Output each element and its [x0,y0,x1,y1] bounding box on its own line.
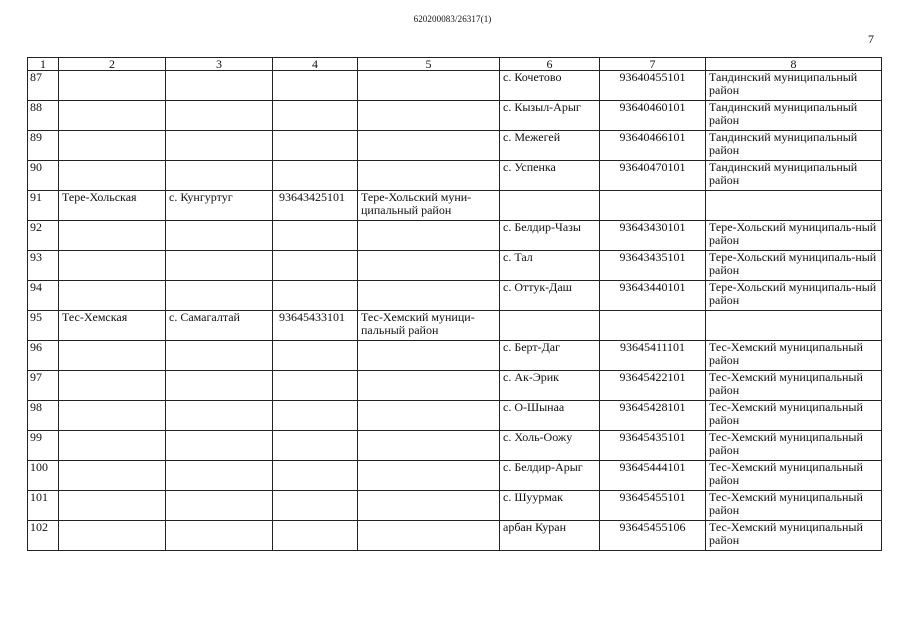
district-cell [358,341,500,371]
settlement-code-cell [600,191,706,221]
oktmo-code-cell [273,371,358,401]
center-cell [166,101,273,131]
oktmo-code-cell [273,521,358,551]
center-cell [166,461,273,491]
center-cell [166,431,273,461]
settlement-cell: с. Ак-Эрик [500,371,600,401]
settlement-cell: с. Шуурмак [500,491,600,521]
column-header: 3 [166,58,273,71]
district-cell [358,521,500,551]
region-cell [59,161,166,191]
municipality-cell: Тандинский муниципальный район [706,131,882,161]
row-number-cell: 88 [28,101,59,131]
column-header: 2 [59,58,166,71]
region-cell [59,521,166,551]
region-cell [59,341,166,371]
row-number-cell: 87 [28,71,59,101]
row-number-cell: 94 [28,281,59,311]
oktmo-code-cell [273,161,358,191]
center-cell [166,491,273,521]
center-cell [166,251,273,281]
settlement-cell [500,311,600,341]
settlement-code-cell: 93640455101 [600,71,706,101]
table-row [28,311,882,341]
region-cell [59,131,166,161]
row-number-cell: 102 [28,521,59,551]
settlement-code-cell: 93645428101 [600,401,706,431]
row-number-cell: 96 [28,341,59,371]
settlement-cell: с. Кочетово [500,71,600,101]
settlement-code-cell [600,311,706,341]
table-row [28,371,882,401]
oktmo-code-cell [273,461,358,491]
row-number-cell: 97 [28,371,59,401]
oktmo-code-cell [273,431,358,461]
settlement-code-cell: 93640460101 [600,101,706,131]
district-cell [358,101,500,131]
district-cell: Тес-Хемский муници-пальный район [358,311,500,341]
oktmo-code-cell [273,491,358,521]
region-cell [59,461,166,491]
settlement-cell: с. Успенка [500,161,600,191]
settlement-code-cell: 93643430101 [600,221,706,251]
settlement-cell: с. О-Шынаа [500,401,600,431]
settlement-code-cell: 93643435101 [600,251,706,281]
municipality-cell: Тес-Хемский муниципальный район [706,371,882,401]
district-cell [358,461,500,491]
region-cell [59,251,166,281]
district-cell [358,161,500,191]
region-cell [59,371,166,401]
settlement-code-cell: 93640470101 [600,161,706,191]
table-row [28,461,882,491]
municipality-cell: Тес-Хемский муниципальный район [706,521,882,551]
row-number-cell: 93 [28,251,59,281]
municipality-cell: Тандинский муниципальный район [706,101,882,131]
center-cell [166,161,273,191]
region-cell [59,71,166,101]
district-cell: Тере-Хольский муни-ципальный район [358,191,500,221]
settlement-cell: с. Холь-Оожу [500,431,600,461]
center-cell: с. Кунгуртуг [166,191,273,221]
center-cell [166,371,273,401]
district-cell [358,221,500,251]
center-cell: с. Самагалтай [166,311,273,341]
municipality-cell: Тере-Хольский муниципаль-ный район [706,251,882,281]
column-header: 7 [600,58,706,71]
district-cell [358,281,500,311]
district-cell [358,431,500,461]
table-row [28,251,882,281]
column-header: 6 [500,58,600,71]
column-header: 4 [273,58,358,71]
settlement-cell: с. Белдир-Арыг [500,461,600,491]
table-body [28,71,882,551]
municipality-cell: Тере-Хольский муниципаль-ный район [706,281,882,311]
region-cell [59,491,166,521]
table-row [28,221,882,251]
center-cell [166,71,273,101]
table-row [28,491,882,521]
settlement-cell: с. Межегей [500,131,600,161]
settlement-cell [500,191,600,221]
settlement-code-cell: 93645411101 [600,341,706,371]
region-cell [59,221,166,251]
table-row [28,131,882,161]
row-number-cell: 95 [28,311,59,341]
municipality-cell: Тандинский муниципальный район [706,161,882,191]
settlement-cell: с. Тал [500,251,600,281]
row-number-cell: 99 [28,431,59,461]
settlement-cell: с. Кызыл-Арыг [500,101,600,131]
municipality-cell: Тес-Хемский муниципальный район [706,491,882,521]
table-header-row [28,58,882,71]
region-cell [59,101,166,131]
row-number-cell: 100 [28,461,59,491]
row-number-cell: 98 [28,401,59,431]
district-cell [358,251,500,281]
settlement-code-cell: 93645422101 [600,371,706,401]
page-number: 7 [868,32,874,46]
region-cell [59,281,166,311]
district-cell [358,371,500,401]
settlement-cell: с. Берт-Даг [500,341,600,371]
municipality-cell: Тере-Хольский муниципаль-ный район [706,221,882,251]
oktmo-code-cell: 93643425101 [273,191,358,221]
table-row [28,281,882,311]
settlement-cell: с. Белдир-Чазы [500,221,600,251]
row-number-cell: 90 [28,161,59,191]
column-header: 8 [706,58,882,71]
oktmo-code-cell [273,251,358,281]
settlement-code-cell: 93643440101 [600,281,706,311]
row-number-cell: 101 [28,491,59,521]
column-header: 5 [358,58,500,71]
municipality-cell: Тес-Хемский муниципальный район [706,431,882,461]
region-cell: Тере-Хольская [59,191,166,221]
municipality-cell: Тес-Хемский муниципальный район [706,401,882,431]
center-cell [166,221,273,251]
region-cell [59,401,166,431]
center-cell [166,341,273,371]
oktmo-code-cell [273,281,358,311]
settlement-code-cell: 93645455101 [600,491,706,521]
settlement-cell: арбан Куран [500,521,600,551]
table-row [28,341,882,371]
center-cell [166,281,273,311]
table-row [28,401,882,431]
table-row [28,71,882,101]
settlement-code-cell: 93640466101 [600,131,706,161]
table-row [28,521,882,551]
oktmo-code-cell [273,401,358,431]
municipality-cell [706,311,882,341]
oktmo-code-cell [273,71,358,101]
district-cell [358,401,500,431]
settlement-cell: с. Оттук-Даш [500,281,600,311]
row-number-cell: 91 [28,191,59,221]
municipality-cell [706,191,882,221]
row-number-cell: 89 [28,131,59,161]
municipality-cell: Тес-Хемский муниципальный район [706,461,882,491]
column-header: 1 [28,58,59,71]
municipality-cell: Тандинский муниципальный район [706,71,882,101]
settlement-code-cell: 93645444101 [600,461,706,491]
table-row [28,161,882,191]
table-row [28,191,882,221]
region-cell [59,431,166,461]
oktmo-code-cell [273,341,358,371]
municipality-cell: Тес-Хемский муниципальный район [706,341,882,371]
table-row [28,431,882,461]
district-cell [358,71,500,101]
center-cell [166,401,273,431]
oktmo-code-cell [273,221,358,251]
oktmo-code-cell [273,101,358,131]
center-cell [166,131,273,161]
district-cell [358,131,500,161]
municipal-table [27,57,882,551]
table-row [28,101,882,131]
district-cell [358,491,500,521]
oktmo-code-cell: 93645433101 [273,311,358,341]
row-number-cell: 92 [28,221,59,251]
settlement-code-cell: 93645435101 [600,431,706,461]
center-cell [166,521,273,551]
region-cell: Тес-Хемская [59,311,166,341]
oktmo-code-cell [273,131,358,161]
settlement-code-cell: 93645455106 [600,521,706,551]
document-id: 620200083/26317(1) [413,14,492,24]
